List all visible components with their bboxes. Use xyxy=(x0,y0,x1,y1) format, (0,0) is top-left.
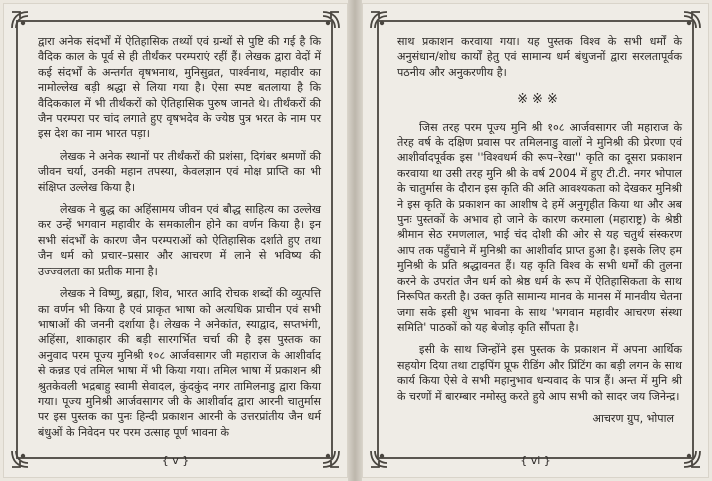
paragraph: इसी के साथ जिन्होंने इस पुस्तक के प्रकाशन में अपना आर्थिक सहयोग दिया तथा टाइपिंग प्रूफ रीडिंग और प्रिंटिंग का बड़ी लगन के साथ कार्य किया ऐसे वे सभी महानुभाव धन्यवाद के पात्र हैं। अन्त में मुनि श्री के चरणों में बारम्बार नमोस्तु करते हुये आप सभी को सादर जय जिनेन्द्र। xyxy=(397,343,682,403)
paragraph: लेखक ने बुद्ध का अहिंसामय जीवन एवं बौद्ध साहित्य का उल्लेख कर उन्हें भगवान महावीर के समकालीन होने का वर्णन किया है। इन सभी संदर्भों के कारण जैन परम्पराओं को ऐतिहासिक दर्शाते हुए तथा जैन धर्म को प्रचार–प्रसार और आचरण में लाने से भविष्य की उज्ज्वलता का प्रतीक माना है। xyxy=(38,203,321,278)
paragraph: साथ प्रकाशन करवाया गया। यह पुस्तक विश्व के सभी धर्मों के अनुसंधान/शोध कार्यों हेतु एवं सामान्य धर्म बंधुजनों द्वारा सरलतापूर्वक पठनीय और अनुकरणीय है। xyxy=(397,35,682,79)
corner-ornament-icon xyxy=(369,10,395,30)
corner-ornament-icon xyxy=(676,10,702,30)
left-page xyxy=(3,3,348,478)
right-page xyxy=(362,3,709,478)
page-number: { vi } xyxy=(520,454,551,467)
page-text xyxy=(397,34,682,426)
paragraph: जिस तरह परम पूज्य मुनि श्री १०८ आर्जवसागर जी महाराज के तेरह वर्ष के दक्षिण प्रवास पर तमिलनाडु वालों ने मुनिश्री की प्रेरणा एवं आशीर्वादपूर्वक इस ''विश्वधर्म की रूप–रेखा'' कृति का दूसरा प्रकाशन करवाया था उसी तरह मुनि श्री के वर्ष 2004 में हुए टी.टी. नगर भोपाल के चातुर्मास के दौरान इस कृति की अति आवश्यकता को देखकर मुनिश्री ने इस कृति के प्रकाशन का आशीष दे हमें अनुगृहीत किया था और अब पुनः पुस्तकों के अभाव हो जाने के कारण करमाला (महाराष्ट्र) के श्रेष्ठी श्रीमान सेठ रमणलाल, भाई चंद दोशी की ओर से यह चतुर्थ संस्करण आप तक पहुँचाने में मुनिश्री का आशीर्वाद प्राप्त हुआ है। इसके लिए हम मुनिश्री के प्रति श्रद्धावनत हैं। यह कृति विश्व के सभी धर्मों की तुलना करने के उपरांत जैन धर्म को श्रेष्ठ धर्म के रूप में ऐतिहासिकता के साथ निरूपित करती है। उक्त कृति सामान्य मानव के मानस में मानवीय चेतना जगा सके इसी शुभ भावना के साथ 'भगवान महावीर आचरण संस्था समिति' पाठकों को यह बेजोड़ कृति सौंपता है। xyxy=(397,120,682,334)
page-number: { v } xyxy=(161,454,190,467)
corner-ornament-icon xyxy=(315,10,341,30)
paragraph: द्वारा अनेक संदर्भों में ऐतिहासिक तथ्यों एवं ग्रन्थों से पुष्टि की गई है कि वैदिक काल के पूर्व से ही तीर्थंकर परम्पराएं रहीं हैं। लेखक द्वारा वेदों में कई संदर्भों के अन्तर्गत वृषभनाथ, मुनिसुव्रत, पार्श्वनाथ, महावीर का नामोल्लेख बड़ी श्रद्धा से लिया गया है। ऐसा स्पष्ट बतलाया है कि वैदिककाल में भी तीर्थंकरों को ऐतिहासिक पुरुष जानते थे। तीर्थंकरों की जैन परम्परा पर चांद लगाते हुए वृषभदेव के ज्येष्ठ पुत्र भरत के नाम पर इस देश का नाम भारत पड़ा। xyxy=(38,35,321,141)
book-gutter xyxy=(348,0,362,481)
corner-ornament-icon xyxy=(10,10,36,30)
signature: आचरण ग्रुप, भोपाल xyxy=(592,411,674,425)
paragraph: लेखक ने विष्णु, ब्रह्मा, शिव, भारत आदि रोचक शब्दों की व्युत्पत्ति का वर्णन भी किया है एवं प्राकृत भाषा को अत्यधिक प्राचीन एवं सभी भाषाओं की जननी दर्शाया है। लेखक ने अनेकांत, स्याद्वाद, सप्तभंगी, अहिंसा, शाकाहार की बड़ी सारगर्भित चर्चा की है इस पुस्तक का अनुवाद परम पूज्य मुनिश्री १०८ आर्जवसागर जी महाराज के आशीर्वाद से कन्नड एवं तमिल भाषा में भी किया गया। तमिल भाषा में प्रकाशन श्री श्रुतकेवली भद्रबाहु स्वामी सेवादल, कुंदकुंद नगर तामिलनाडु द्वारा किया गया। पूज्य मुनिश्री आर्जवसागर जी के आशीर्वाद द्वारा आरनी चातुर्मास पर इस पुस्तक का पुनः हिन्दी प्रकाशन आरनी के उत्तरप्रांतीय जैन धर्म बंधुओं के निवेदन पर परम उत्साह पूर्ण भावना के xyxy=(38,287,321,439)
paragraph: लेखक ने अनेक स्थानों पर तीर्थंकरों की प्रशंसा, दिगंबर श्रमणों की जीवन चर्या, उनकी महान तपस्या, केवलज्ञान एवं मोक्ष प्राप्ति का भी संक्षिप्त उल्लेख किया है। xyxy=(38,149,321,194)
section-separator: ※※※ xyxy=(517,92,562,108)
page-text xyxy=(38,34,321,447)
